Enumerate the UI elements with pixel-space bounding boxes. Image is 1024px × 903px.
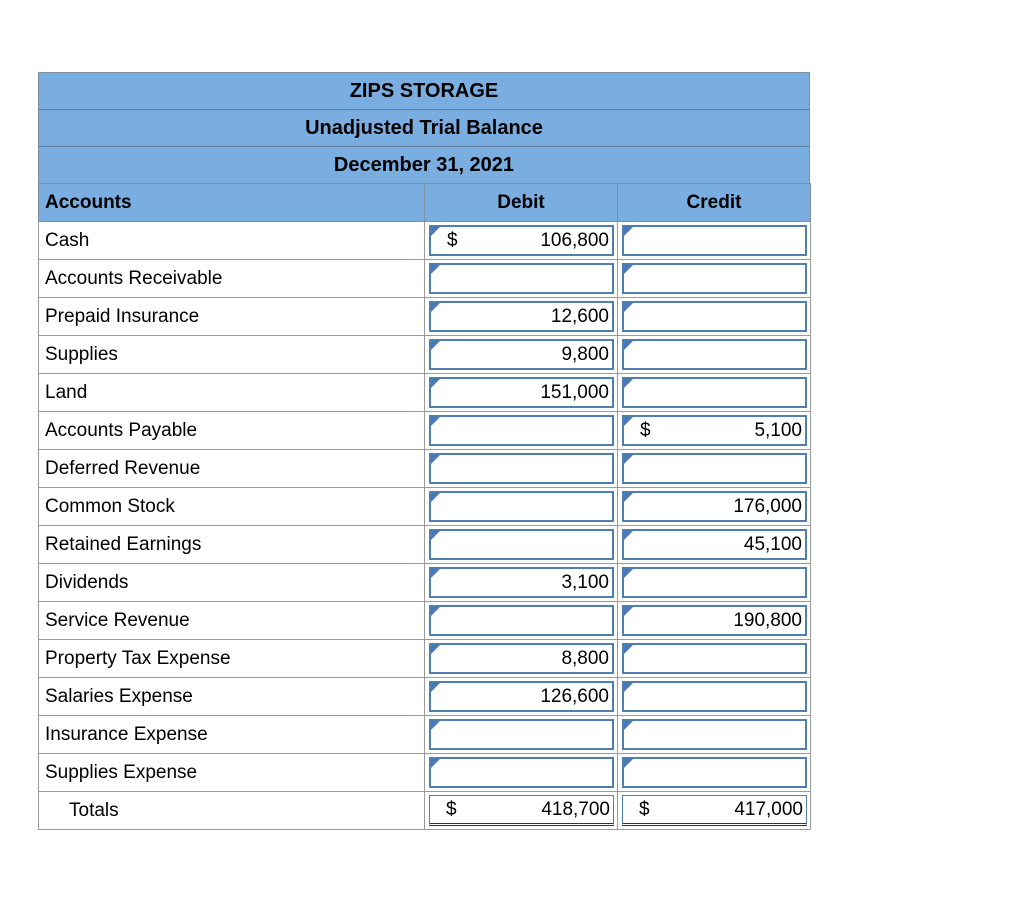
debit-total-amount: 418,700 xyxy=(541,798,610,820)
column-header-row xyxy=(39,184,811,222)
credit-input[interactable] xyxy=(622,757,807,788)
table-row xyxy=(39,450,811,488)
credit-input[interactable] xyxy=(622,339,807,370)
cell-marker-icon xyxy=(431,379,440,388)
credit-cell xyxy=(618,336,811,374)
debit-input[interactable] xyxy=(429,529,614,560)
debit-amount: 9,800 xyxy=(561,343,609,365)
credit-amount: 45,100 xyxy=(743,533,802,555)
debit-cell xyxy=(425,412,618,450)
account-name: Insurance Expense xyxy=(39,716,425,754)
debit-input[interactable] xyxy=(429,225,614,256)
credit-cell xyxy=(618,260,811,298)
account-name: Deferred Revenue xyxy=(39,450,425,488)
table-row xyxy=(39,716,811,754)
account-name: Prepaid Insurance xyxy=(39,298,425,336)
table-row xyxy=(39,602,811,640)
cell-marker-icon xyxy=(624,645,633,654)
credit-input[interactable] xyxy=(622,605,807,636)
credit-input[interactable] xyxy=(622,681,807,712)
cell-marker-icon xyxy=(624,417,633,426)
account-name: Cash xyxy=(39,222,425,260)
debit-cell xyxy=(425,564,618,602)
cell-marker-icon xyxy=(431,721,440,730)
account-name: Land xyxy=(39,374,425,412)
debit-input[interactable] xyxy=(429,263,614,294)
table-row xyxy=(39,488,811,526)
debit-cell xyxy=(425,716,618,754)
debit-cell xyxy=(425,450,618,488)
debit-cell xyxy=(425,754,618,792)
cell-marker-icon xyxy=(431,683,440,692)
debit-cell xyxy=(425,640,618,678)
credit-input[interactable] xyxy=(622,567,807,598)
credit-total-amount: 417,000 xyxy=(734,798,803,820)
cell-marker-icon xyxy=(431,493,440,502)
cell-marker-icon xyxy=(624,303,633,312)
credit-cell xyxy=(618,640,811,678)
debit-amount: 12,600 xyxy=(550,305,609,327)
debit-column-header: Debit xyxy=(425,184,618,222)
cell-marker-icon xyxy=(624,227,633,236)
debit-input[interactable] xyxy=(429,681,614,712)
debit-input[interactable] xyxy=(429,491,614,522)
debit-input[interactable] xyxy=(429,453,614,484)
debit-total-input[interactable] xyxy=(429,795,614,826)
credit-cell xyxy=(618,754,811,792)
credit-total-input[interactable] xyxy=(622,795,807,826)
dollar-sign: $ xyxy=(446,798,457,820)
cell-marker-icon xyxy=(624,759,633,768)
dollar-sign: $ xyxy=(447,229,458,251)
debit-cell xyxy=(425,526,618,564)
cell-marker-icon xyxy=(431,417,440,426)
debit-cell xyxy=(425,488,618,526)
debit-input[interactable] xyxy=(429,415,614,446)
debit-cell xyxy=(425,678,618,716)
cell-marker-icon xyxy=(431,303,440,312)
debit-input[interactable] xyxy=(429,719,614,750)
table-row xyxy=(39,374,811,412)
credit-cell xyxy=(618,412,811,450)
account-name: Dividends xyxy=(39,564,425,602)
dollar-sign: $ xyxy=(640,419,651,441)
trial-balance-table xyxy=(38,183,811,830)
debit-total-cell xyxy=(425,792,618,830)
debit-cell xyxy=(425,374,618,412)
credit-column-header: Credit xyxy=(618,184,811,222)
credit-input[interactable] xyxy=(622,719,807,750)
credit-input[interactable] xyxy=(622,377,807,408)
report-title: Unadjusted Trial Balance xyxy=(38,109,810,146)
credit-cell xyxy=(618,526,811,564)
totals-row xyxy=(39,792,811,830)
debit-amount: 126,600 xyxy=(540,685,609,707)
totals-label: Totals xyxy=(39,792,425,830)
debit-cell xyxy=(425,336,618,374)
cell-marker-icon xyxy=(431,759,440,768)
debit-amount: 106,800 xyxy=(540,229,609,251)
account-name: Service Revenue xyxy=(39,602,425,640)
credit-cell xyxy=(618,374,811,412)
cell-marker-icon xyxy=(431,607,440,616)
credit-input[interactable] xyxy=(622,643,807,674)
debit-amount: 8,800 xyxy=(561,647,609,669)
account-name: Accounts Receivable xyxy=(39,260,425,298)
credit-input[interactable] xyxy=(622,529,807,560)
trial-balance-sheet xyxy=(38,72,810,830)
debit-input[interactable] xyxy=(429,567,614,598)
cell-marker-icon xyxy=(624,569,633,578)
debit-input[interactable] xyxy=(429,339,614,370)
cell-marker-icon xyxy=(624,607,633,616)
dollar-sign: $ xyxy=(639,798,650,820)
cell-marker-icon xyxy=(624,721,633,730)
table-row xyxy=(39,678,811,716)
debit-cell xyxy=(425,260,618,298)
debit-input[interactable] xyxy=(429,757,614,788)
credit-amount: 5,100 xyxy=(754,419,802,441)
cell-marker-icon xyxy=(624,531,633,540)
credit-input[interactable] xyxy=(622,453,807,484)
cell-marker-icon xyxy=(624,493,633,502)
table-row xyxy=(39,336,811,374)
account-name: Supplies xyxy=(39,336,425,374)
accounts-column-header: Accounts xyxy=(39,184,425,222)
credit-input[interactable] xyxy=(622,225,807,256)
cell-marker-icon xyxy=(431,455,440,464)
table-row xyxy=(39,260,811,298)
credit-input[interactable] xyxy=(622,491,807,522)
debit-cell xyxy=(425,222,618,260)
credit-amount: 176,000 xyxy=(733,495,802,517)
account-name: Supplies Expense xyxy=(39,754,425,792)
credit-input[interactable] xyxy=(622,301,807,332)
table-row xyxy=(39,754,811,792)
cell-marker-icon xyxy=(624,265,633,274)
cell-marker-icon xyxy=(624,455,633,464)
debit-amount: 151,000 xyxy=(540,381,609,403)
debit-input[interactable] xyxy=(429,605,614,636)
credit-cell xyxy=(618,222,811,260)
account-name: Common Stock xyxy=(39,488,425,526)
credit-cell xyxy=(618,602,811,640)
cell-marker-icon xyxy=(431,645,440,654)
credit-cell xyxy=(618,678,811,716)
cell-marker-icon xyxy=(624,683,633,692)
cell-marker-icon xyxy=(431,569,440,578)
table-row xyxy=(39,412,811,450)
cell-marker-icon xyxy=(624,379,633,388)
debit-input[interactable] xyxy=(429,643,614,674)
credit-cell xyxy=(618,450,811,488)
debit-amount: 3,100 xyxy=(561,571,609,593)
report-date: December 31, 2021 xyxy=(38,146,810,183)
credit-cell xyxy=(618,564,811,602)
credit-total-cell xyxy=(618,792,811,830)
credit-amount: 190,800 xyxy=(733,609,802,631)
credit-input[interactable] xyxy=(622,263,807,294)
company-name: ZIPS STORAGE xyxy=(38,72,810,109)
credit-cell xyxy=(618,488,811,526)
account-name: Property Tax Expense xyxy=(39,640,425,678)
cell-marker-icon xyxy=(431,531,440,540)
cell-marker-icon xyxy=(431,227,440,236)
credit-cell xyxy=(618,298,811,336)
credit-cell xyxy=(618,716,811,754)
debit-input[interactable] xyxy=(429,377,614,408)
debit-cell xyxy=(425,298,618,336)
account-name: Retained Earnings xyxy=(39,526,425,564)
account-name: Salaries Expense xyxy=(39,678,425,716)
table-row xyxy=(39,526,811,564)
debit-cell xyxy=(425,602,618,640)
table-row xyxy=(39,222,811,260)
cell-marker-icon xyxy=(431,341,440,350)
table-row xyxy=(39,298,811,336)
account-name: Accounts Payable xyxy=(39,412,425,450)
table-row xyxy=(39,564,811,602)
cell-marker-icon xyxy=(431,265,440,274)
debit-input[interactable] xyxy=(429,301,614,332)
credit-input[interactable] xyxy=(622,415,807,446)
cell-marker-icon xyxy=(624,341,633,350)
table-row xyxy=(39,640,811,678)
